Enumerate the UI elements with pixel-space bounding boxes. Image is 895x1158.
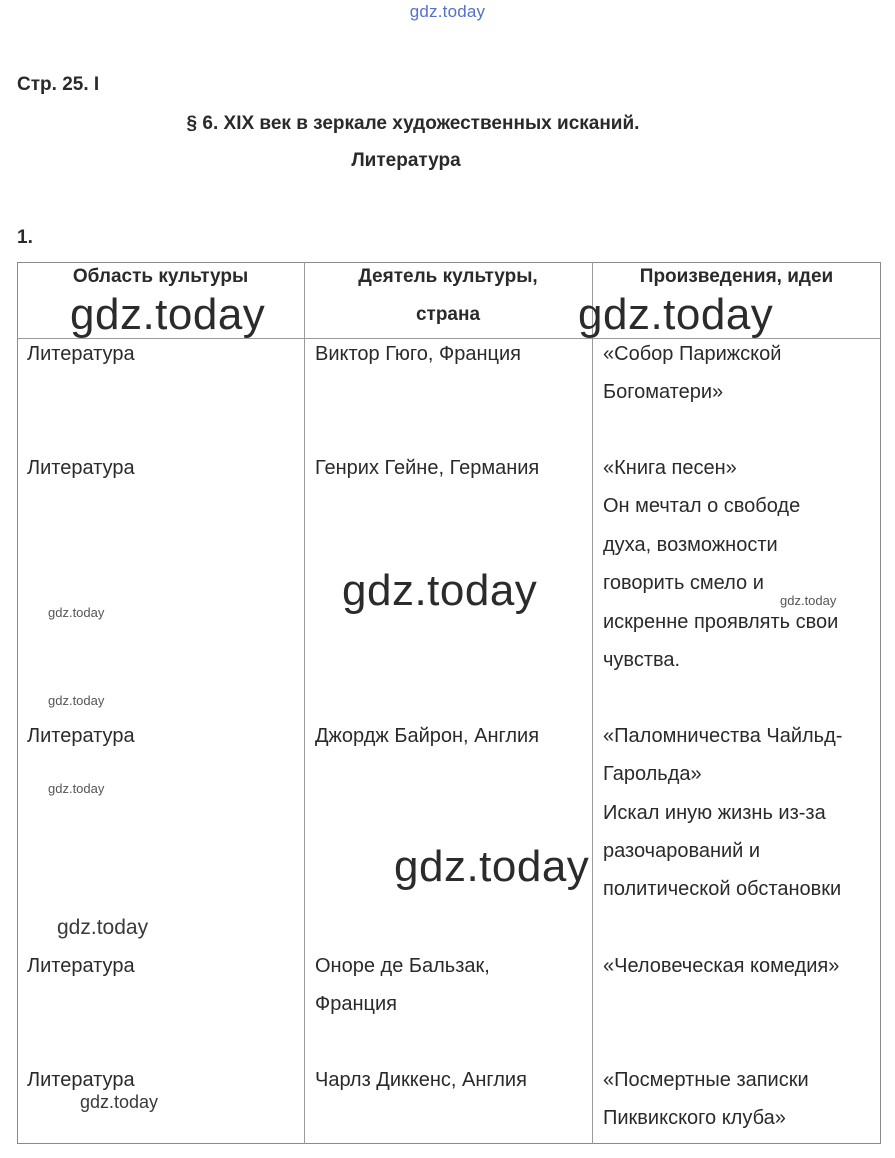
table-cell-works: Богоматери»: [603, 381, 724, 403]
watermark: gdz.today: [342, 566, 538, 615]
table-cell-works: «Паломничества Чайльд-: [603, 725, 843, 747]
watermark: gdz.today: [48, 605, 105, 620]
table-cell-figure: Франция: [315, 993, 397, 1015]
watermark: gdz.today: [57, 916, 149, 939]
table-cell-area: Литература: [27, 343, 135, 365]
table-cell-works: духа, возможности: [603, 534, 778, 556]
header-figure-line1: Деятель культуры,: [358, 266, 538, 287]
watermark: gdz.today: [48, 781, 105, 796]
table-cell-area: Литература: [27, 1069, 135, 1091]
table-cell-works: Искал иную жизнь из-за: [603, 802, 826, 824]
table-cell-works: «Книга песен»: [603, 457, 737, 479]
task-number: 1.: [17, 227, 33, 248]
column-divider: [592, 262, 593, 1144]
table-cell-figure: Чарлз Диккенс, Англия: [315, 1069, 527, 1091]
table-cell-works: разочарований и: [603, 840, 761, 862]
table-cell-works: «Человеческая комедия»: [603, 955, 840, 977]
page-reference: Стр. 25. I: [17, 74, 100, 95]
table-cell-figure: Оноре де Бальзак,: [315, 955, 490, 977]
header-area: Область культуры: [72, 266, 249, 287]
table-cell-area: Литература: [27, 457, 135, 479]
table-cell-works: говорить смело и: [603, 572, 764, 594]
table-cell-figure: Виктор Гюго, Франция: [315, 343, 521, 365]
watermark: gdz.today: [80, 1092, 159, 1112]
watermark: gdz.today: [578, 290, 774, 339]
table-cell-works: Пиквикского клуба»: [603, 1107, 786, 1129]
table-cell-area: Литература: [27, 955, 135, 977]
section-subtitle: Литература: [351, 150, 461, 171]
table-cell-area: Литература: [27, 725, 135, 747]
works-table: [17, 262, 881, 1144]
table-cell-works: Гарольда»: [603, 763, 702, 785]
header-figure-line2: страна: [415, 304, 481, 325]
column-divider: [304, 262, 305, 1144]
table-cell-works: Он мечтал о свободе: [603, 495, 801, 517]
watermark: gdz.today: [394, 842, 590, 891]
table-cell-figure: Генрих Гейне, Германия: [315, 457, 540, 479]
table-cell-works: «Посмертные записки: [603, 1069, 809, 1091]
watermark: gdz.today: [780, 593, 837, 608]
section-title: § 6. XIX век в зеркале художественных исканий.: [186, 113, 640, 134]
header-works: Произведения, идеи: [639, 266, 834, 287]
table-cell-works: политической обстановки: [603, 878, 842, 900]
top-watermark: gdz.today: [409, 2, 486, 21]
table-cell-works: «Собор Парижской: [603, 343, 782, 365]
table-cell-works: искренне проявлять свои: [603, 611, 839, 633]
table-cell-figure: Джордж Байрон, Англия: [315, 725, 540, 747]
watermark: gdz.today: [48, 693, 105, 708]
watermark: gdz.today: [70, 290, 266, 339]
table-cell-works: чувства.: [603, 649, 681, 671]
